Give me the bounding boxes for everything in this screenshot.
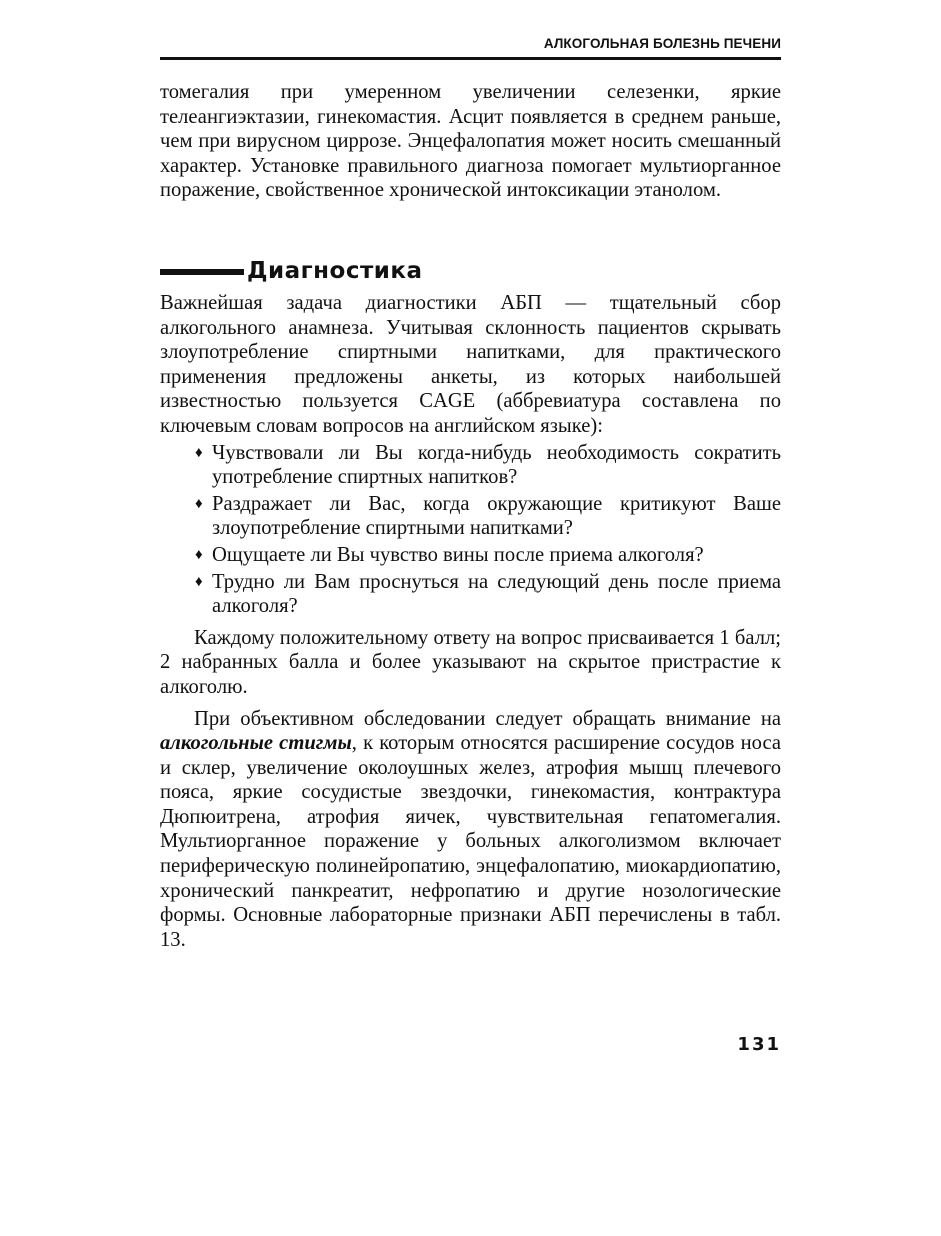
scoring-paragraph: Каждому положительному ответу на вопрос присваивается 1 балл; 2 набранных балла и более указывают на скрытое пристрастие к алкоголю. [160,626,781,698]
running-head: АЛКОГОЛЬНАЯ БОЛЕЗНЬ ПЕЧЕНИ [543,36,781,51]
heading-bar [160,269,244,275]
examination-text-start: При объективном обследовании следует обращать внимание на [194,707,781,730]
list-item [160,570,781,619]
list-item-text: Раздражает ли Вас, когда окружающие критикуют Ваше злоупотребление спиртными напитками? [212,492,781,540]
intro-text: томегалия при умеренном увеличении селезенки, яркие телеангиэктазии, гинекомастия. Асцит появляется в среднем раньше, чем при вирусном циррозе. Энцефалопатия может носить смешанный характер. Установке правильного диагноза помогает мультиорганное поражение, свойственное хронической интоксикации этанолом. [160,81,781,202]
section-title: Диагностика [247,258,423,284]
intro-paragraph [160,80,781,203]
emphasized-term: алкогольные стигмы [160,732,352,755]
list-item [160,543,781,568]
bullet-icon: ♦ [195,444,203,461]
list-item-text: Трудно ли Вам проснуться на следующий день после приема алкоголя? [212,570,781,618]
examination-paragraph [160,707,781,953]
list-item [160,492,781,541]
list-item-text: Чувствовали ли Вы когда-нибудь необходимость сократить употребление спиртных напитков? [212,441,781,489]
list-item-text: Ощущаете ли Вы чувство вины после приема алкоголя? [212,543,704,566]
bullet-icon: ♦ [195,546,203,563]
cage-question-list [160,441,781,619]
main-content [160,291,781,952]
diagnostics-paragraph: Важнейшая задача диагностики АБП — тщательный сбор алкогольного анамнеза. Учитывая склонность пациентов скрывать злоупотребление спиртными напитками, для практического применения предложены анкеты, из которых наибольшей известностью пользуется CAGE (аббревиатура составлена по ключевым словам вопросов на английском языке): [160,292,781,437]
section-heading [160,255,423,287]
page-number: 131 [737,1034,781,1055]
bullet-icon: ♦ [195,495,203,512]
examination-text-end: , к которым относятся расширение сосудов носа и склер, увеличение околоушных желез, атрофия мышц плечевого пояса, яркие сосудистые звездочки, гинекомастия, контрактура Дюпюитрена, атрофия яичек, чувствительная гепатомегалия. Мультиорганное поражение у больных алкоголизмом включает периферическую полинейропатию, энцефалопатию, миокардиопатию, хронический панкреатит, нефропатию и другие нозологические формы. Основные лабораторные признаки АБП перечислены в табл. 13. [160,732,781,951]
header-rule [160,57,781,60]
list-item [160,441,781,490]
bullet-icon: ♦ [195,573,203,590]
